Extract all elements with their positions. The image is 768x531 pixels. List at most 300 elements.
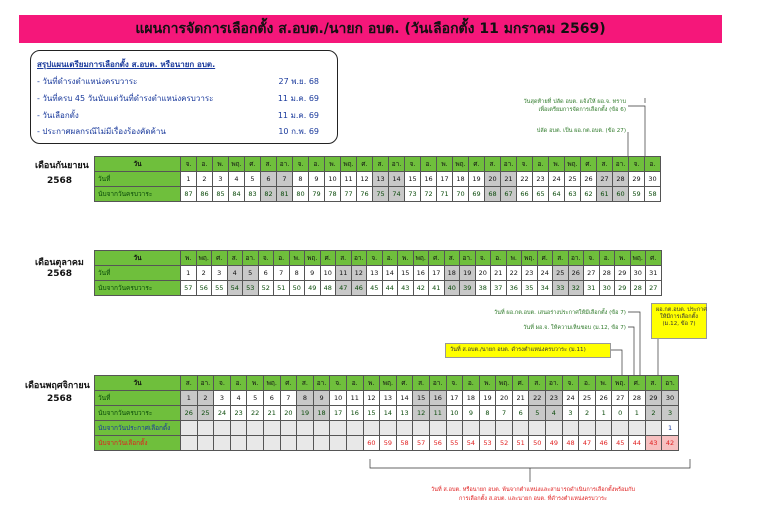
weekday-cell: ศ.	[581, 157, 597, 172]
election-count-cell: 52	[496, 436, 513, 451]
count-cell: 46	[351, 281, 367, 296]
date-cell: 4	[230, 391, 247, 406]
weekday-cell: อา.	[389, 157, 405, 172]
date-cell: 8	[289, 266, 305, 281]
month-label: เดือนพฤศจิกายน	[25, 381, 90, 391]
count-cell: 41	[429, 281, 445, 296]
weekday-cell: พฤ.	[612, 376, 629, 391]
note-nov-3: วันที่ ส.อบต./นายก อบต. ดำรงตำแหน่งครบวาระ (ม.11)	[445, 343, 611, 358]
weekday-cell: ศ.	[396, 376, 413, 391]
weekday-cell: อา.	[568, 251, 584, 266]
count-cell: 67	[501, 187, 517, 202]
count-cell: 43	[398, 281, 414, 296]
date-cell: 24	[549, 172, 565, 187]
count-cell: 39	[460, 281, 476, 296]
announce-count-cell: 1	[662, 421, 679, 436]
count-cell: 78	[325, 187, 341, 202]
date-cell: 20	[496, 391, 513, 406]
date-cell: 28	[599, 266, 615, 281]
row-label: นับจากวันเลือกตั้ง	[95, 436, 181, 451]
date-cell: 26	[568, 266, 584, 281]
date-cell: 6	[258, 266, 274, 281]
date-cell: 18	[444, 266, 460, 281]
summary-label: - ประกาศผลกรณีไม่มีเรื่องร้องคัดค้าน	[37, 127, 166, 136]
election-count-cell: 42	[662, 436, 679, 451]
count-cell: 55	[212, 281, 228, 296]
date-cell: 11	[346, 391, 363, 406]
count-cell: 8	[479, 406, 496, 421]
date-cell: 3	[212, 266, 228, 281]
election-count-cell: 51	[512, 436, 529, 451]
date-cell: 5	[243, 266, 259, 281]
weekday-cell: อ.	[197, 157, 213, 172]
weekday-cell: อ.	[599, 251, 615, 266]
weekday-cell: อา.	[351, 251, 367, 266]
count-cell: 1	[595, 406, 612, 421]
weekday-cell: ศ.	[512, 376, 529, 391]
count-cell: 77	[341, 187, 357, 202]
weekday-cell: จ.	[562, 376, 579, 391]
count-cell: 17	[330, 406, 347, 421]
election-count-cell: 48	[562, 436, 579, 451]
count-cell: 3	[562, 406, 579, 421]
weekday-cell: พฤ.	[522, 251, 538, 266]
weekday-cell: ส.	[413, 376, 430, 391]
count-cell: 34	[537, 281, 553, 296]
date-cell: 26	[581, 172, 597, 187]
count-cell: 74	[389, 187, 405, 202]
summary-label: - วันที่ครบ 45 วันนับแต่วันที่ดำรงตำแหน่งครบวาระ	[37, 94, 214, 103]
count-cell: 28	[630, 281, 646, 296]
date-cell: 13	[367, 266, 383, 281]
weekday-cell: จ.	[405, 157, 421, 172]
weekday-cell: อ.	[346, 376, 363, 391]
date-cell: 3	[213, 172, 229, 187]
weekday-cell: พ.	[181, 251, 197, 266]
date-cell: 20	[485, 172, 501, 187]
weekday-cell: ศ.	[629, 376, 646, 391]
count-cell: 7	[496, 406, 513, 421]
count-cell: 76	[357, 187, 373, 202]
date-cell: 23	[522, 266, 538, 281]
weekday-cell: ส.	[444, 251, 460, 266]
weekday-cell: จ.	[293, 157, 309, 172]
count-cell: 37	[491, 281, 507, 296]
count-cell: 23	[230, 406, 247, 421]
election-count-cell: 50	[529, 436, 546, 451]
row-label: วัน	[95, 251, 181, 266]
weekday-cell: จ.	[475, 251, 491, 266]
date-cell: 21	[501, 172, 517, 187]
date-cell: 13	[380, 391, 397, 406]
count-cell: 49	[305, 281, 321, 296]
election-count-cell: 44	[629, 436, 646, 451]
count-cell: 21	[263, 406, 280, 421]
count-cell: 18	[313, 406, 330, 421]
weekday-cell: จ.	[584, 251, 600, 266]
count-cell: 2	[579, 406, 596, 421]
weekday-cell: จ.	[517, 157, 533, 172]
weekday-cell: จ.	[446, 376, 463, 391]
date-cell: 5	[245, 172, 261, 187]
weekday-cell: อ.	[491, 251, 507, 266]
row-label: นับจากวันครบวาระ	[95, 281, 181, 296]
count-cell: 10	[446, 406, 463, 421]
date-cell: 16	[421, 172, 437, 187]
title-text: แผนการจัดการเลือกตั้ง ส.อบต./นายก อบต. (วันเลือกตั้ง 11 มกราคม 2569)	[135, 21, 606, 37]
date-cell: 18	[463, 391, 480, 406]
weekday-cell: พฤ.	[453, 157, 469, 172]
weekday-cell: อ.	[382, 251, 398, 266]
election-count-cell: 57	[413, 436, 430, 451]
count-cell: 54	[227, 281, 243, 296]
count-cell: 33	[553, 281, 569, 296]
count-cell: 1	[629, 406, 646, 421]
weekday-cell: พ.	[363, 376, 380, 391]
count-cell: 52	[258, 281, 274, 296]
count-cell: 42	[413, 281, 429, 296]
date-cell: 23	[546, 391, 563, 406]
weekday-cell: ศ.	[646, 251, 662, 266]
weekday-cell: อา.	[546, 376, 563, 391]
date-cell: 17	[446, 391, 463, 406]
leader-bracket	[370, 459, 690, 468]
count-cell: 82	[261, 187, 277, 202]
count-cell: 63	[565, 187, 581, 202]
weekday-cell: พฤ.	[380, 376, 397, 391]
election-count-cell: 54	[463, 436, 480, 451]
weekday-cell: จ.	[181, 157, 197, 172]
count-cell: 87	[181, 187, 197, 202]
date-cell: 17	[437, 172, 453, 187]
date-cell: 27	[612, 391, 629, 406]
count-cell: 9	[463, 406, 480, 421]
election-count-cell: 58	[396, 436, 413, 451]
date-cell: 30	[662, 391, 679, 406]
note-nov-4: ผอ.กต.อบต. ประกาศ ให้มีการเลือกตั้ง (ม.12, ข้อ 7)	[651, 303, 707, 339]
date-cell: 14	[396, 391, 413, 406]
date-cell: 21	[491, 266, 507, 281]
count-cell: 47	[336, 281, 352, 296]
date-cell: 9	[309, 172, 325, 187]
count-cell: 16	[346, 406, 363, 421]
count-cell: 27	[646, 281, 662, 296]
count-cell: 50	[289, 281, 305, 296]
date-cell: 11	[336, 266, 352, 281]
election-count-cell: 46	[595, 436, 612, 451]
weekday-cell: พฤ.	[496, 376, 513, 391]
date-cell: 30	[630, 266, 646, 281]
date-cell: 6	[261, 172, 277, 187]
weekday-cell: ส.	[529, 376, 546, 391]
count-cell: 70	[453, 187, 469, 202]
count-cell: 85	[213, 187, 229, 202]
weekday-cell: อา.	[662, 376, 679, 391]
weekday-cell: ส.	[597, 157, 613, 172]
count-cell: 25	[197, 406, 214, 421]
date-cell: 19	[460, 266, 476, 281]
date-cell: 2	[196, 266, 212, 281]
date-cell: 1	[181, 391, 198, 406]
date-cell: 1	[181, 172, 197, 187]
count-cell: 36	[506, 281, 522, 296]
count-cell: 61	[597, 187, 613, 202]
date-cell: 17	[429, 266, 445, 281]
weekday-cell: พฤ.	[565, 157, 581, 172]
date-cell: 11	[341, 172, 357, 187]
date-cell: 4	[229, 172, 245, 187]
count-cell: 11	[429, 406, 446, 421]
weekday-cell: ส.	[336, 251, 352, 266]
date-cell: 29	[645, 391, 662, 406]
election-count-cell: 47	[579, 436, 596, 451]
weekday-cell: ศ.	[280, 376, 297, 391]
weekday-cell: จ.	[330, 376, 347, 391]
count-cell: 20	[280, 406, 297, 421]
weekday-cell: พ.	[615, 251, 631, 266]
weekday-cell: ส.	[261, 157, 277, 172]
date-cell: 12	[357, 172, 373, 187]
date-cell: 29	[615, 266, 631, 281]
date-cell: 24	[537, 266, 553, 281]
row-label: วัน	[95, 157, 181, 172]
weekday-cell: ส.	[373, 157, 389, 172]
summary-label: - วันเลือกตั้ง	[37, 111, 79, 120]
weekday-cell: อ.	[274, 251, 290, 266]
date-cell: 22	[517, 172, 533, 187]
date-cell: 10	[330, 391, 347, 406]
election-count-cell: 43	[645, 436, 662, 451]
summary-value: 27 พ.ย. 68	[278, 77, 319, 86]
date-cell: 4	[227, 266, 243, 281]
date-cell: 22	[506, 266, 522, 281]
weekday-cell: พ.	[247, 376, 264, 391]
date-cell: 25	[553, 266, 569, 281]
count-cell: 71	[437, 187, 453, 202]
weekday-cell: อา.	[313, 376, 330, 391]
weekday-cell: อา.	[243, 251, 259, 266]
year-label: 2568	[47, 269, 73, 279]
weekday-cell: จ.	[367, 251, 383, 266]
weekday-cell: จ.	[258, 251, 274, 266]
count-cell: 81	[277, 187, 293, 202]
leader-line	[628, 106, 645, 156]
year-label: 2568	[47, 176, 73, 186]
date-cell: 6	[263, 391, 280, 406]
election-count-cell: 53	[479, 436, 496, 451]
count-cell: 14	[380, 406, 397, 421]
weekday-cell: พฤ.	[630, 251, 646, 266]
weekday-cell: อ.	[579, 376, 596, 391]
count-cell: 15	[363, 406, 380, 421]
date-cell: 23	[533, 172, 549, 187]
date-cell: 31	[646, 266, 662, 281]
date-cell: 30	[645, 172, 661, 187]
count-cell: 66	[517, 187, 533, 202]
weekday-cell: ส.	[227, 251, 243, 266]
weekday-cell: อา.	[277, 157, 293, 172]
count-cell: 38	[475, 281, 491, 296]
count-cell: 59	[629, 187, 645, 202]
month-label: เดือนตุลาคม	[35, 258, 84, 268]
weekday-cell: พ.	[325, 157, 341, 172]
date-cell: 3	[214, 391, 231, 406]
year-label: 2568	[47, 394, 73, 404]
date-cell: 25	[565, 172, 581, 187]
weekday-cell: พ.	[549, 157, 565, 172]
weekday-cell: ศ.	[357, 157, 373, 172]
weekday-cell: จ.	[214, 376, 231, 391]
weekday-cell: พฤ.	[341, 157, 357, 172]
weekday-cell: อ.	[645, 157, 661, 172]
count-cell: 4	[546, 406, 563, 421]
date-cell: 21	[512, 391, 529, 406]
summary-value: 11 ม.ค. 69	[277, 94, 319, 103]
count-cell: 75	[373, 187, 389, 202]
election-count-cell: 49	[546, 436, 563, 451]
date-cell: 15	[413, 391, 430, 406]
weekday-cell: ส.	[485, 157, 501, 172]
date-cell: 12	[363, 391, 380, 406]
note-sep-2: ปลัด อบต. เป็น ผอ.กต.อบต. (ข้อ 27)	[536, 128, 626, 134]
count-cell: 51	[274, 281, 290, 296]
weekday-cell: อา.	[501, 157, 517, 172]
count-cell: 0	[612, 406, 629, 421]
count-cell: 48	[320, 281, 336, 296]
weekday-cell: พ.	[595, 376, 612, 391]
count-cell: 6	[512, 406, 529, 421]
weekday-cell: ศ.	[245, 157, 261, 172]
date-cell: 14	[389, 172, 405, 187]
row-label: วันที่	[95, 172, 181, 187]
date-cell: 5	[247, 391, 264, 406]
count-cell: 13	[396, 406, 413, 421]
date-cell: 28	[613, 172, 629, 187]
date-cell: 9	[313, 391, 330, 406]
note-nov-1: วันที่ ผอ.กต.อบต. เสนอร่างประกาศให้มีเลือกตั้ง (ข้อ 7)	[494, 310, 626, 316]
weekday-cell: พ.	[506, 251, 522, 266]
row-label: นับจากวันครบวาระ	[95, 406, 181, 421]
count-cell: 64	[549, 187, 565, 202]
weekday-cell: พ.	[213, 157, 229, 172]
weekday-cell: พฤ.	[263, 376, 280, 391]
leader-line	[611, 350, 622, 375]
count-cell: 57	[181, 281, 197, 296]
count-cell: 86	[197, 187, 213, 202]
month-label: เดือนกันยายน	[35, 161, 89, 171]
count-cell: 35	[522, 281, 538, 296]
date-cell: 10	[320, 266, 336, 281]
count-cell: 22	[247, 406, 264, 421]
weekday-cell: ส.	[645, 376, 662, 391]
date-cell: 7	[277, 172, 293, 187]
count-cell: 65	[533, 187, 549, 202]
date-cell: 12	[351, 266, 367, 281]
count-cell: 3	[662, 406, 679, 421]
weekday-cell: พฤ.	[413, 251, 429, 266]
weekday-cell: อ.	[230, 376, 247, 391]
weekday-cell: พ.	[479, 376, 496, 391]
date-cell: 8	[297, 391, 314, 406]
weekday-cell: อา.	[460, 251, 476, 266]
weekday-cell: ส.	[297, 376, 314, 391]
date-cell: 19	[469, 172, 485, 187]
count-cell: 12	[413, 406, 430, 421]
weekday-cell: อา.	[197, 376, 214, 391]
leader-line	[628, 327, 634, 375]
date-cell: 22	[529, 391, 546, 406]
count-cell: 24	[214, 406, 231, 421]
row-label: นับจากวันประกาศเลือกตั้ง	[95, 421, 181, 436]
weekday-cell: อา.	[613, 157, 629, 172]
weekday-cell: ส.	[553, 251, 569, 266]
note-bottom: วันที่ ส.อบต. หรือนายก อบต. พ้นจากตำแหน่งและสามารถดำเนินการเลือกตั้งพร้อมกับ การเลือกตั้ง ส.อบต. และนายก อบต. ที่ดำรงตำแหน่งครบวาระ	[430, 487, 636, 502]
election-count-cell: 60	[363, 436, 380, 451]
weekday-cell: อา.	[429, 376, 446, 391]
row-label: วัน	[95, 376, 181, 391]
date-cell: 8	[293, 172, 309, 187]
date-cell: 10	[325, 172, 341, 187]
date-cell: 24	[562, 391, 579, 406]
weekday-cell: ศ.	[537, 251, 553, 266]
election-count-cell: 45	[612, 436, 629, 451]
note-sep-1: วันสุดท้ายที่ ปลัด อบต. แจ้งให้ ผอ.จ. ทราบ เพื่อเตรียมการจัดการเลือกตั้ง (ข้อ 6)	[523, 99, 626, 113]
date-cell: 16	[429, 391, 446, 406]
date-cell: 1	[181, 266, 197, 281]
weekday-cell: ศ.	[320, 251, 336, 266]
weekday-cell: พฤ.	[196, 251, 212, 266]
date-cell: 14	[382, 266, 398, 281]
date-cell: 13	[373, 172, 389, 187]
weekday-cell: พฤ.	[229, 157, 245, 172]
date-cell: 7	[280, 391, 297, 406]
weekday-cell: อ.	[421, 157, 437, 172]
count-cell: 60	[613, 187, 629, 202]
date-cell: 20	[475, 266, 491, 281]
date-cell: 27	[597, 172, 613, 187]
row-label: วันที่	[95, 266, 181, 281]
count-cell: 73	[405, 187, 421, 202]
date-cell: 27	[584, 266, 600, 281]
count-cell: 62	[581, 187, 597, 202]
date-cell: 16	[413, 266, 429, 281]
date-cell: 28	[629, 391, 646, 406]
date-cell: 25	[579, 391, 596, 406]
date-cell: 2	[197, 391, 214, 406]
count-cell: 72	[421, 187, 437, 202]
weekday-cell: พ.	[437, 157, 453, 172]
weekday-cell: อ.	[309, 157, 325, 172]
date-cell: 29	[629, 172, 645, 187]
count-cell: 26	[181, 406, 198, 421]
election-count-cell: 56	[429, 436, 446, 451]
count-cell: 40	[444, 281, 460, 296]
count-cell: 69	[469, 187, 485, 202]
summary-value: 10 ก.พ. 69	[278, 127, 319, 136]
count-cell: 30	[599, 281, 615, 296]
count-cell: 19	[297, 406, 314, 421]
count-cell: 45	[367, 281, 383, 296]
election-count-cell: 59	[380, 436, 397, 451]
weekday-cell: พ.	[289, 251, 305, 266]
date-cell: 26	[595, 391, 612, 406]
count-cell: 29	[615, 281, 631, 296]
count-cell: 5	[529, 406, 546, 421]
date-cell: 2	[197, 172, 213, 187]
summary-heading: สรุปแผนเตรียมการเลือกตั้ง ส.อบต. หรือนายก อบต.	[37, 60, 216, 69]
count-cell: 84	[229, 187, 245, 202]
weekday-cell: ศ.	[429, 251, 445, 266]
